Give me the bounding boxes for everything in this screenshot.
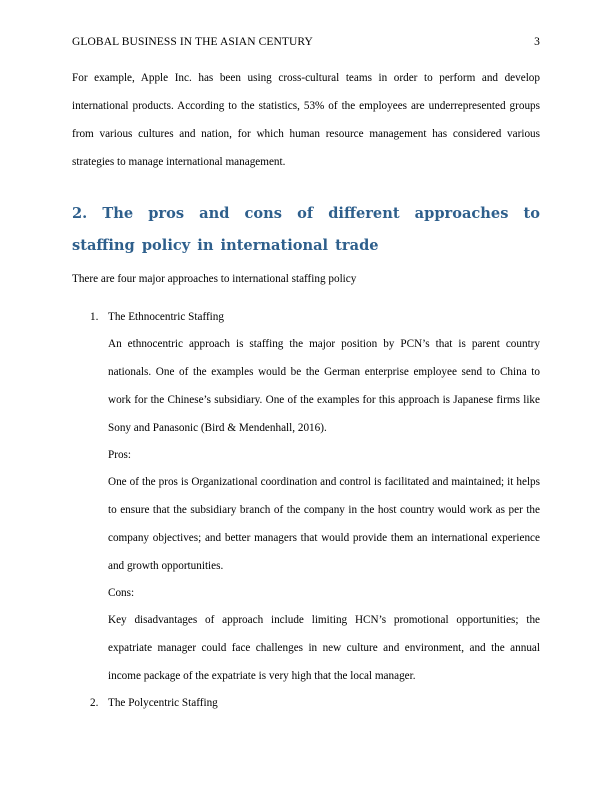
list-item-number: 1. <box>90 311 99 323</box>
section-heading: 2. The pros and cons of different approaches to staffing policy in international trade <box>72 205 540 254</box>
list-item <box>90 309 224 325</box>
cons-label: Cons: <box>108 587 135 599</box>
page-number: 3 <box>534 36 540 48</box>
cons-text: Key disadvantages of approach include limiting HCN’s promotional opportunities; the expatriate manager could face challenges in new culture and environment, and the annual income package of the expatriate is very high that the local manager. <box>108 614 540 682</box>
section-intro: There are four major approaches to international staffing policy <box>72 273 357 285</box>
list-item-number: 2. <box>90 697 99 709</box>
pros-label: Pros: <box>108 449 132 461</box>
list-item-title: The Ethnocentric Staffing <box>108 311 224 323</box>
intro-paragraph: For example, Apple Inc. has been using cross-cultural teams in order to perform and develop international products. According to the statistics, 53% of the employees are underrepresented groups from various cultures and nation, for which human resource management has considered various strategies to manage international management. <box>72 72 540 168</box>
ethnocentric-description: An ethnocentric approach is staffing the major position by PCN’s that is parent country nationals. One of the examples would be the German enterprise employee send to China to work for the Chinese’s subsidiary. One of the examples for this approach is Japanese firms like Sony and Panasonic (Bird & Mendenhall, 2016). <box>108 338 540 434</box>
running-header <box>72 36 540 52</box>
pros-text: One of the pros is Organizational coordination and control is facilitated and maintained; it helps to ensure that the subsidiary branch of the company in the host country would work as per the company objectives; and better managers that would provide them an international experience and growth opportunities. <box>108 476 540 572</box>
list-item <box>90 695 218 711</box>
running-title: GLOBAL BUSINESS IN THE ASIAN CENTURY <box>72 36 313 48</box>
list-item-title: The Polycentric Staffing <box>108 697 218 709</box>
